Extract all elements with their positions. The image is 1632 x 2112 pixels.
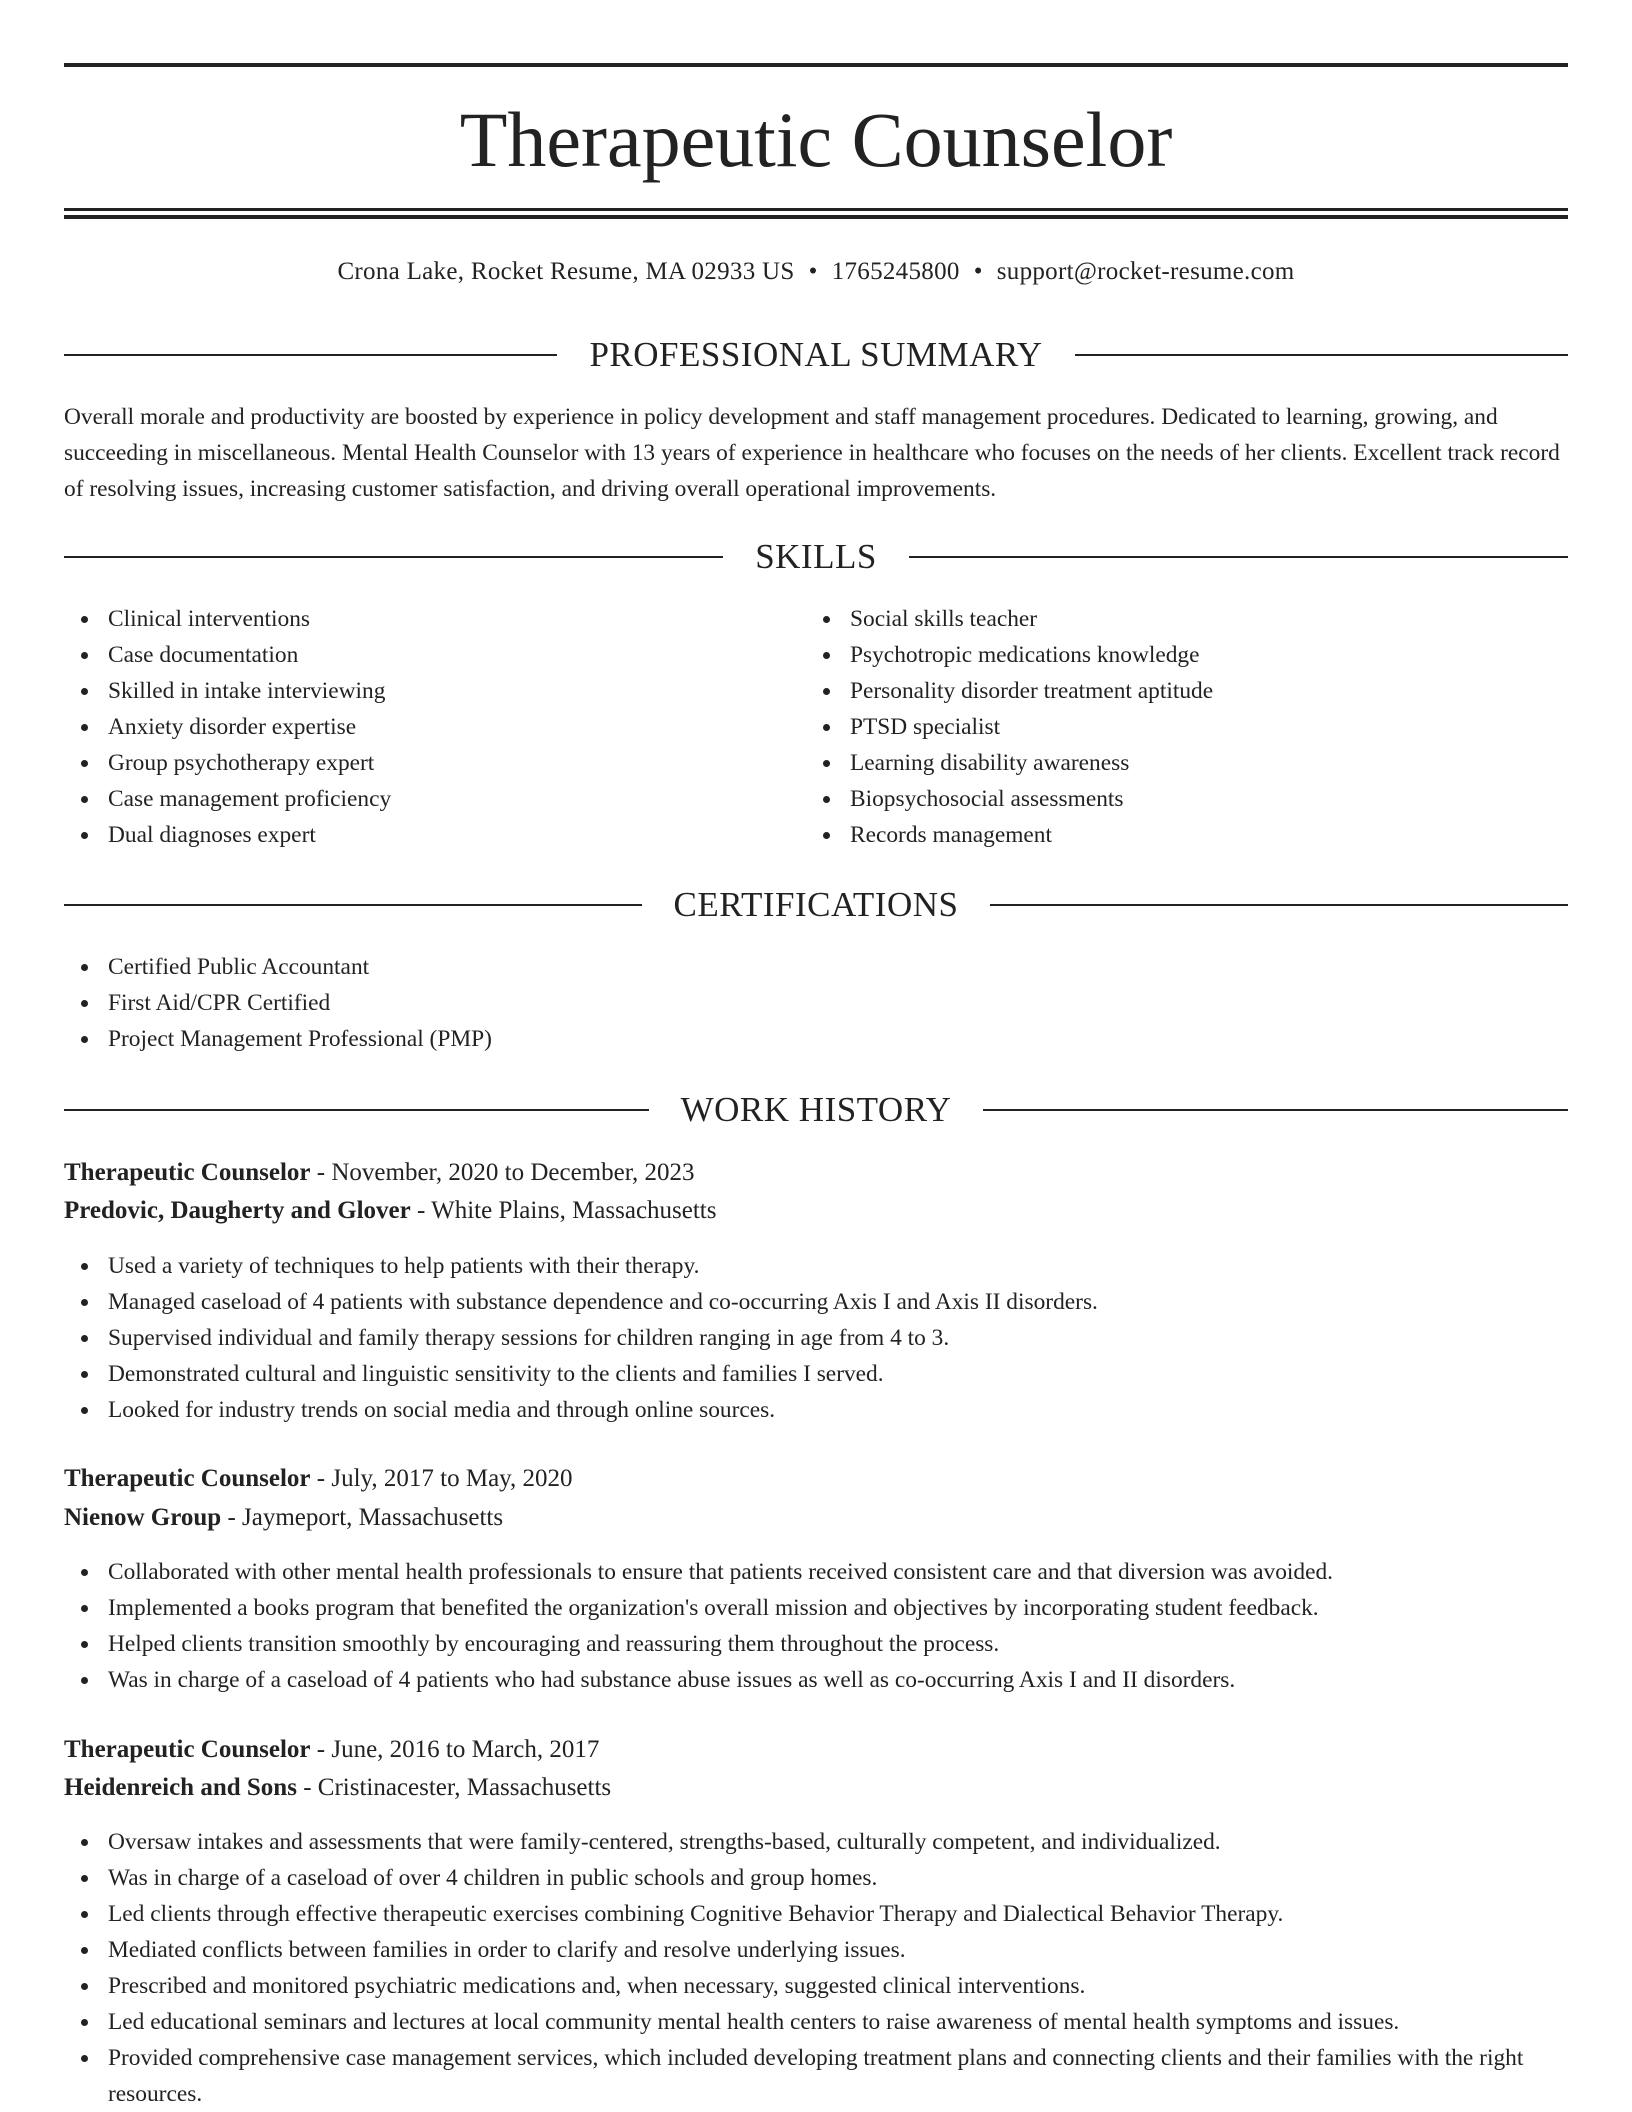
job-bullets xyxy=(64,1248,1568,1428)
certification-item: Project Management Professional (PMP) xyxy=(64,1021,1568,1057)
heading-rule xyxy=(64,556,723,558)
job-bullet-item: Helped clients transition smoothly by encouraging and reassuring them throughout the process. xyxy=(64,1626,1568,1662)
job-company-line xyxy=(64,1499,1568,1537)
job-title-line xyxy=(64,1460,1568,1498)
job-bullet-item: Supervised individual and family therapy sessions for children ranging in age from 4 to 3. xyxy=(64,1320,1568,1356)
job-bullet-item: Looked for industry trends on social media and through online sources. xyxy=(64,1392,1568,1428)
job-location: - Cristinacester, Massachusetts xyxy=(296,1774,612,1801)
job-company: Predovic, Daugherty and Glover xyxy=(64,1197,411,1224)
section-heading-label: PROFESSIONAL SUMMARY xyxy=(589,335,1043,374)
job-bullet-item: Prescribed and monitored psychiatric medications and, when necessary, suggested clinical interventions. xyxy=(64,1968,1568,2004)
job-bullet-item: Implemented a books program that benefited the organization's overall mission and objectives by incorporating student feedback. xyxy=(64,1590,1568,1626)
summary-text: Overall morale and productivity are boosted by experience in policy development and staff management procedures. Dedicated to learning, growing, and succeeding in miscellaneous. Mental Health Counselor with 13 years of experience in healthcare who focuses on the needs of her clients. Excellent track record of resolving issues, increasing customer satisfaction, and driving overall operational improvements. xyxy=(64,404,1560,502)
job-company: Nienow Group xyxy=(64,1504,222,1531)
section-heading-certifications xyxy=(64,883,1568,927)
skills-list-left xyxy=(64,601,804,853)
certifications-list xyxy=(64,949,1568,1057)
job-bullet-list xyxy=(64,1824,1568,2112)
heading-rule xyxy=(64,1109,649,1111)
job-title: Therapeutic Counselor xyxy=(64,1465,311,1492)
contact-email: support@rocket-resume.com xyxy=(996,258,1295,285)
job-title-line xyxy=(64,1154,1568,1192)
job-location: - White Plains, Massachusetts xyxy=(410,1197,717,1224)
job-bullet-item: Oversaw intakes and assessments that were family-centered, strengths-based, culturally competent, and individualized. xyxy=(64,1824,1568,1860)
contact-address: Crona Lake, Rocket Resume, MA 02933 US xyxy=(337,258,795,285)
contact-separator: • xyxy=(808,258,818,285)
job-company-line xyxy=(64,1192,1568,1230)
job-bullet-item: Led clients through effective therapeutic exercises combining Cognitive Behavior Therapy and Dialectical Behavior Therapy. xyxy=(64,1896,1568,1932)
job-bullet-item: Was in charge of a caseload of 4 patients who had substance abuse issues as well as co-occurring Axis I and II disorders. xyxy=(64,1662,1568,1698)
skill-item: Clinical interventions xyxy=(64,601,804,637)
job-bullet-item: Managed caseload of 4 patients with substance dependence and co-occurring Axis I and Axis II disorders. xyxy=(64,1284,1568,1320)
heading-rule xyxy=(64,354,557,356)
skill-item: Personality disorder treatment aptitude xyxy=(806,673,1546,709)
job-title: Therapeutic Counselor xyxy=(64,1159,311,1186)
skill-item: Group psychotherapy expert xyxy=(64,745,804,781)
job-bullet-item: Collaborated with other mental health professionals to ensure that patients received consistent care and that diversion was avoided. xyxy=(64,1554,1568,1590)
job-bullets xyxy=(64,1554,1568,1698)
heading-rule xyxy=(1075,354,1568,356)
contact-separator: • xyxy=(973,258,983,285)
heading-rule xyxy=(990,904,1568,906)
skill-item: Case documentation xyxy=(64,637,804,673)
skill-item: Dual diagnoses expert xyxy=(64,817,804,853)
skill-item: Biopsychosocial assessments xyxy=(806,781,1546,817)
job-dates: - June, 2016 to March, 2017 xyxy=(310,1736,600,1763)
contact-phone: 1765245800 xyxy=(831,258,960,285)
job-dates: - July, 2017 to May, 2020 xyxy=(310,1465,573,1492)
skill-item: Learning disability awareness xyxy=(806,745,1546,781)
job-title: Therapeutic Counselor xyxy=(64,1736,311,1763)
skill-item: Skilled in intake interviewing xyxy=(64,673,804,709)
skill-item: Social skills teacher xyxy=(806,601,1546,637)
section-heading-label: WORK HISTORY xyxy=(680,1090,952,1129)
skill-item: Case management proficiency xyxy=(64,781,804,817)
skill-item: Psychotropic medications knowledge xyxy=(806,637,1546,673)
skills-column-left xyxy=(64,601,804,853)
top-rule xyxy=(64,63,1568,67)
certification-item: Certified Public Accountant xyxy=(64,949,1568,985)
skills-column-right xyxy=(806,601,1546,853)
heading-rule xyxy=(983,1109,1568,1111)
skill-item: PTSD specialist xyxy=(806,709,1546,745)
contact-line xyxy=(64,254,1568,290)
skill-item: Records management xyxy=(806,817,1546,853)
skill-item: Anxiety disorder expertise xyxy=(64,709,804,745)
job-company: Heidenreich and Sons xyxy=(64,1774,297,1801)
job-bullet-item: Demonstrated cultural and linguistic sensitivity to the clients and families I served. xyxy=(64,1356,1568,1392)
section-heading-label: SKILLS xyxy=(755,537,877,576)
job-bullet-list xyxy=(64,1554,1568,1698)
job-bullet-item: Led educational seminars and lectures at local community mental health centers to raise awareness of mental health symptoms and issues. xyxy=(64,2004,1568,2040)
job-location: - Jaymeport, Massachusetts xyxy=(221,1504,504,1531)
job-bullet-item: Provided comprehensive case management services, which included developing treatment plans and connecting clients and their families with the right resources. xyxy=(64,2040,1568,2112)
job-title-line xyxy=(64,1731,1568,1769)
job-bullet-item: Used a variety of techniques to help patients with their therapy. xyxy=(64,1248,1568,1284)
job-bullets xyxy=(64,1824,1568,2112)
job-bullet-item: Mediated conflicts between families in order to clarify and resolve underlying issues. xyxy=(64,1932,1568,1968)
section-heading-label: CERTIFICATIONS xyxy=(673,885,959,924)
title-double-rule xyxy=(64,208,1568,219)
section-heading-summary xyxy=(64,333,1568,377)
job-company-line xyxy=(64,1769,1568,1807)
heading-rule xyxy=(64,904,642,906)
section-heading-work-history xyxy=(64,1088,1568,1132)
skills-list-right xyxy=(806,601,1546,853)
certification-item: First Aid/CPR Certified xyxy=(64,985,1568,1021)
heading-rule xyxy=(909,556,1568,558)
job-bullet-list xyxy=(64,1248,1568,1428)
resume-title: Therapeutic Counselor xyxy=(459,96,1173,183)
job-bullet-item: Was in charge of a caseload of over 4 children in public schools and group homes. xyxy=(64,1860,1568,1896)
job-dates: - November, 2020 to December, 2023 xyxy=(310,1159,695,1186)
section-heading-skills xyxy=(64,535,1568,579)
